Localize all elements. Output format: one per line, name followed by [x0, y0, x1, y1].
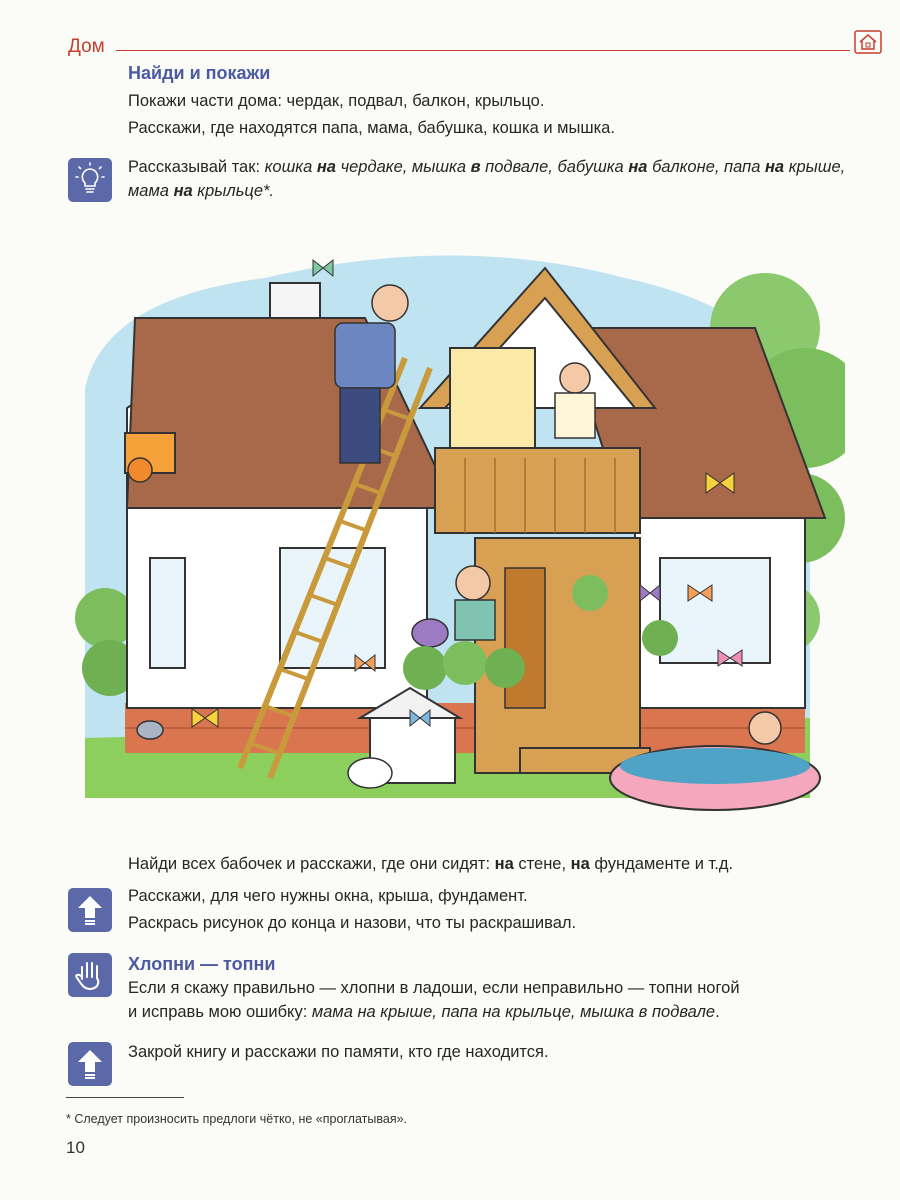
mom: [456, 566, 490, 600]
tip-lead: Рассказывай так:: [128, 158, 265, 176]
tip-preposition: на: [764, 158, 785, 176]
arrow-up-icon: [68, 1042, 112, 1086]
grandma: [560, 363, 590, 393]
tip-preposition: на: [628, 158, 648, 176]
footnote-rule: [66, 1097, 184, 1098]
tasks1-line2: Раскрась рисунок до конца и назови, что ты раскрашивал.: [128, 914, 577, 932]
clap-line2-italic: мама на крыше, папа на крыльце, мышка в подвале: [311, 1003, 716, 1021]
page-number: 10: [66, 1138, 85, 1157]
cat: [128, 458, 152, 482]
page-header: [68, 30, 886, 60]
window-left: [150, 558, 185, 668]
tip-part: балконе, папа: [647, 158, 765, 176]
tip-text: [128, 155, 878, 203]
clap-line2-end: .: [715, 1003, 720, 1021]
tip-part: чердаке, мышка: [336, 158, 471, 176]
mom-body: [455, 600, 495, 640]
tip-part: крыше, мама: [128, 158, 846, 200]
tip-preposition: в: [470, 158, 481, 176]
window-center: [280, 548, 385, 668]
house-icon: [854, 30, 882, 54]
grandma-body: [555, 393, 595, 438]
dad-body: [335, 323, 395, 388]
butterflies-part: фундаменте и т.д.: [589, 855, 734, 873]
tasks1-line1: Расскажи, для чего нужны окна, крыша, фундамент.: [128, 887, 528, 905]
pool-water: [620, 748, 810, 784]
clap-line1: Если я скажу правильно — хлопни в ладоши, если неправильно — топни ногой: [128, 979, 740, 997]
header-rule: [116, 50, 850, 51]
house-illustration: [65, 238, 845, 818]
clap-line2: [128, 1000, 878, 1024]
arrow-up-icon: [68, 888, 112, 932]
butterflies-preposition: на: [494, 855, 514, 873]
lightbulb-icon: [68, 158, 112, 202]
clap-line2-plain: и исправь мою ошибку:: [128, 1003, 312, 1021]
tip-part: подвале, бабушка: [480, 158, 629, 176]
butterflies-preposition: на: [570, 855, 590, 873]
find-show-title: Найди и покажи: [128, 63, 271, 83]
girl: [749, 712, 781, 744]
dormer-window: [450, 348, 535, 448]
tasks2-line1: Закрой книгу и расскажи по памяти, кто где находится.: [128, 1043, 549, 1061]
dog: [348, 758, 392, 788]
dad-legs: [340, 388, 380, 463]
section-title: Дом: [68, 36, 105, 57]
clap-title: Хлопни — топни: [128, 954, 276, 974]
butterflies-part: Найди всех бабочек и расскажи, где они сидят:: [128, 855, 495, 873]
tip-preposition: на: [316, 158, 336, 176]
find-show-line2: Расскажи, где находятся папа, мама, бабушка, кошка и мышка.: [128, 119, 615, 137]
hand-icon: [68, 953, 112, 997]
mouse: [137, 721, 163, 739]
find-show-line1: Покажи части дома: чердак, подвал, балкон, крыльцо.: [128, 92, 545, 110]
tip-preposition: на: [173, 182, 193, 200]
footnote: * Следует произносить предлоги чётко, не «проглатывая».: [66, 1112, 408, 1126]
watering-can: [412, 619, 448, 647]
tip-part: крыльце*.: [192, 182, 275, 200]
dad: [372, 285, 408, 321]
butterflies-text: [128, 852, 878, 876]
tip-part: кошка: [264, 158, 317, 176]
window-right: [660, 558, 770, 663]
butterflies-part: стене,: [513, 855, 571, 873]
